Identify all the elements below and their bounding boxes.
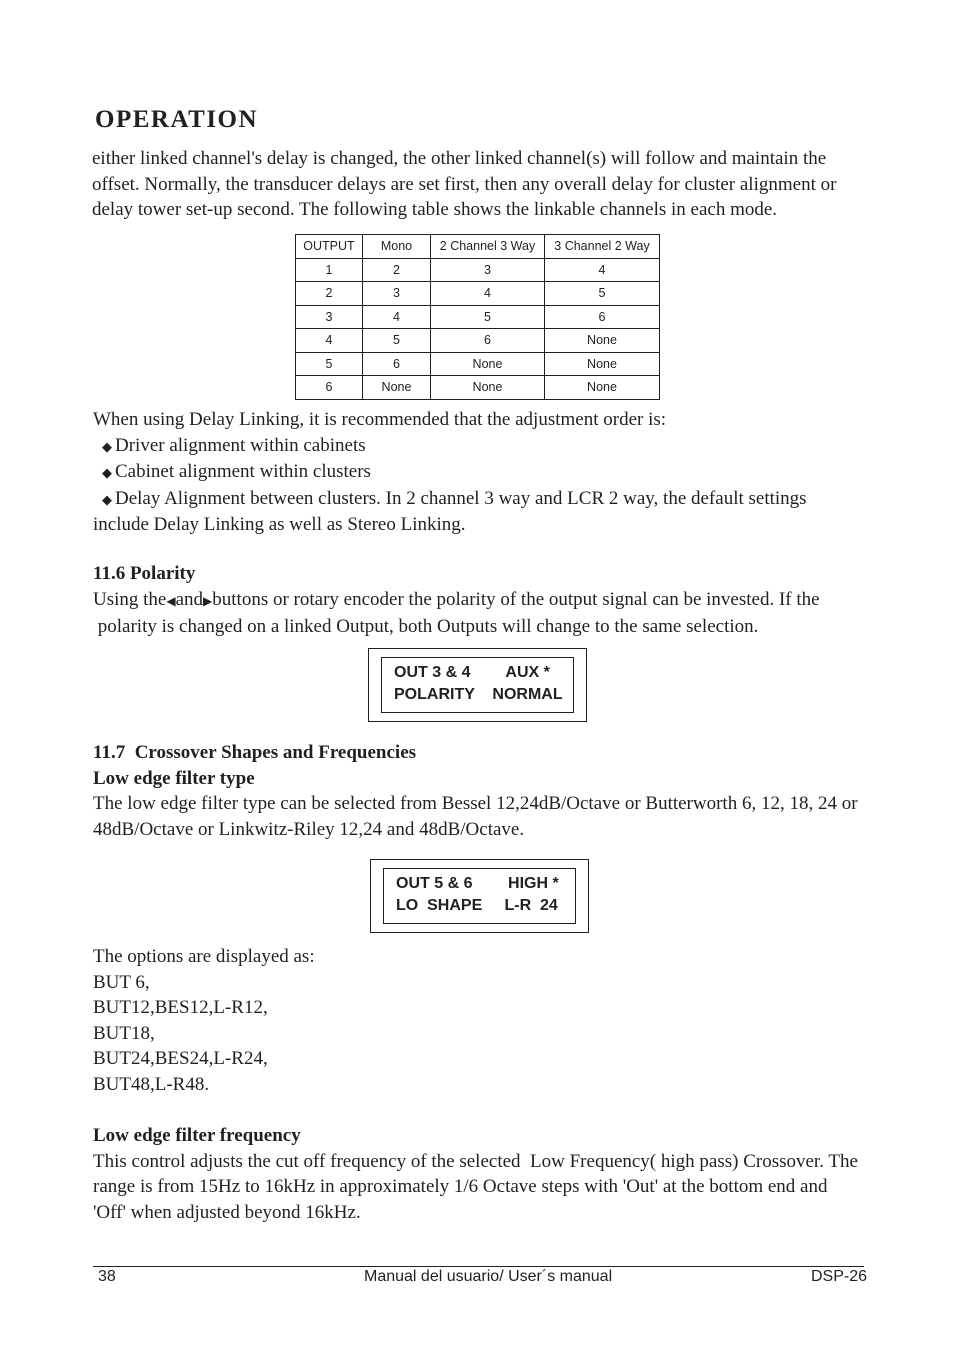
lcd-screen — [381, 657, 574, 713]
table-header: 3 Channel 2 Way — [545, 235, 660, 259]
section-heading: 11.7 Crossover Shapes and Frequencies — [93, 742, 417, 763]
bullet-item — [93, 459, 807, 486]
polarity-text: buttons or rotary encoder the polarity of the output signal can be invested. If the — [212, 588, 820, 610]
table-cell: None — [431, 376, 545, 400]
delay-linking-intro: When using Delay Linking, it is recommended that the adjustment order is: — [93, 409, 667, 430]
lcd-line: OUT 5 & 6 HIGH * — [396, 875, 559, 892]
options-intro: The options are displayed as: — [93, 946, 315, 967]
diamond-bullet-icon: ◆ — [102, 438, 112, 454]
table-cell: 5 — [296, 352, 363, 376]
linkable-channels-table — [295, 234, 660, 400]
table-cell: 6 — [431, 329, 545, 353]
manual-title: Manual del usuario/ User´s manual — [364, 1268, 613, 1285]
lcd-line: POLARITY NORMAL — [394, 686, 563, 703]
table-cell: 6 — [296, 376, 363, 400]
table-row — [296, 376, 660, 400]
table-cell: 4 — [545, 258, 660, 282]
crossover-line: 48dB/Octave or Linkwitz-Riley 12,24 and 48dB/Octave. — [93, 818, 525, 840]
table-cell: 6 — [363, 352, 431, 376]
lcd-line: OUT 3 & 4 AUX * — [394, 664, 550, 681]
page-title: OPERATION — [95, 106, 259, 133]
table-cell: None — [431, 352, 545, 376]
footer-divider — [93, 1266, 864, 1267]
table-cell: 1 — [296, 258, 363, 282]
table-cell: None — [545, 329, 660, 353]
option-item: BUT 6, — [93, 971, 150, 993]
frequency-line: range is from 15Hz to 16kHz in approximately 1/6 Octave steps with 'Out' at the bottom end and — [93, 1176, 828, 1197]
lcd-screen — [383, 868, 576, 924]
intro-line: delay tower set-up second. The following table shows the linkable channels in each mode. — [92, 199, 778, 220]
intro-line: either linked channel's delay is changed, the other linked channel(s) will follow and maintain the — [92, 148, 827, 169]
model-name: DSP-26 — [811, 1268, 868, 1285]
table-cell: 5 — [545, 282, 660, 306]
crossover-section — [93, 740, 858, 842]
table-row — [296, 329, 660, 353]
polarity-text: and — [175, 588, 204, 610]
bullet-text: Driver alignment within cabinets — [115, 434, 366, 456]
bullet-item — [93, 433, 807, 460]
subsection-heading: Low edge filter frequency — [93, 1125, 301, 1146]
table-cell: None — [363, 376, 431, 400]
frequency-line: 'Off' when adjusted beyond 16kHz. — [93, 1201, 361, 1223]
table-cell: None — [545, 376, 660, 400]
table-cell: 4 — [363, 305, 431, 329]
table-cell: 6 — [545, 305, 660, 329]
bullet-item — [93, 486, 807, 513]
table-cell: 3 — [296, 305, 363, 329]
low-edge-frequency-section — [93, 1123, 858, 1225]
left-arrow-icon: ◀ — [166, 593, 176, 608]
frequency-line: This control adjusts the cut off frequency of the selected Low Frequency( high pass) Crossover. The — [93, 1150, 858, 1172]
delay-linking-section — [93, 407, 807, 538]
table-header: OUTPUT — [296, 235, 363, 259]
polarity-lcd-display — [368, 648, 587, 722]
table-cell: 2 — [296, 282, 363, 306]
table-header: Mono — [363, 235, 431, 259]
table-row — [296, 305, 660, 329]
bullet-continuation: include Delay Linking as well as Stereo Linking. — [93, 514, 466, 535]
table-row — [296, 258, 660, 282]
subsection-heading: Low edge filter type — [93, 767, 255, 789]
table-row — [296, 282, 660, 306]
polarity-line — [93, 587, 820, 615]
polarity-line: polarity is changed on a linked Output, both Outputs will change to the same selection. — [93, 616, 759, 637]
option-item: BUT18, — [93, 1022, 155, 1044]
crossover-line: The low edge filter type can be selected from Bessel 12,24dB/Octave or Butterworth 6, 12, 18, 24 or — [93, 793, 858, 814]
option-item: BUT48,L-R48. — [93, 1073, 210, 1095]
table-cell: 2 — [363, 258, 431, 282]
table-header-row — [296, 235, 660, 259]
table-cell: 3 — [431, 258, 545, 282]
polarity-section — [93, 561, 820, 640]
bullet-text: Delay Alignment between clusters. In 2 channel 3 way and LCR 2 way, the default settings — [115, 487, 807, 509]
option-item: BUT24,BES24,L-R24, — [93, 1048, 268, 1069]
polarity-text: Using the — [93, 588, 167, 610]
table-cell: 5 — [431, 305, 545, 329]
crossover-lcd-display — [370, 859, 589, 933]
table-cell: 4 — [431, 282, 545, 306]
table-cell: 4 — [296, 329, 363, 353]
diamond-bullet-icon: ◆ — [102, 491, 112, 507]
right-arrow-icon: ▶ — [203, 593, 213, 608]
bullet-text: Cabinet alignment within clusters — [115, 461, 371, 482]
table-cell: None — [545, 352, 660, 376]
table-header: 2 Channel 3 Way — [431, 235, 545, 259]
diamond-bullet-icon: ◆ — [102, 465, 112, 480]
option-item: BUT12,BES12,L-R12, — [93, 997, 268, 1018]
table-cell: 5 — [363, 329, 431, 353]
intro-paragraph — [92, 146, 836, 223]
section-heading: 11.6 Polarity — [93, 563, 196, 584]
table-cell: 3 — [363, 282, 431, 306]
options-list — [93, 944, 315, 1097]
lcd-line: LO SHAPE L-R 24 — [396, 897, 558, 914]
intro-line: offset. Normally, the transducer delays are set first, then any overall delay for cluster alignment or — [92, 173, 837, 195]
page-number: 38 — [98, 1268, 116, 1285]
table-row — [296, 352, 660, 376]
